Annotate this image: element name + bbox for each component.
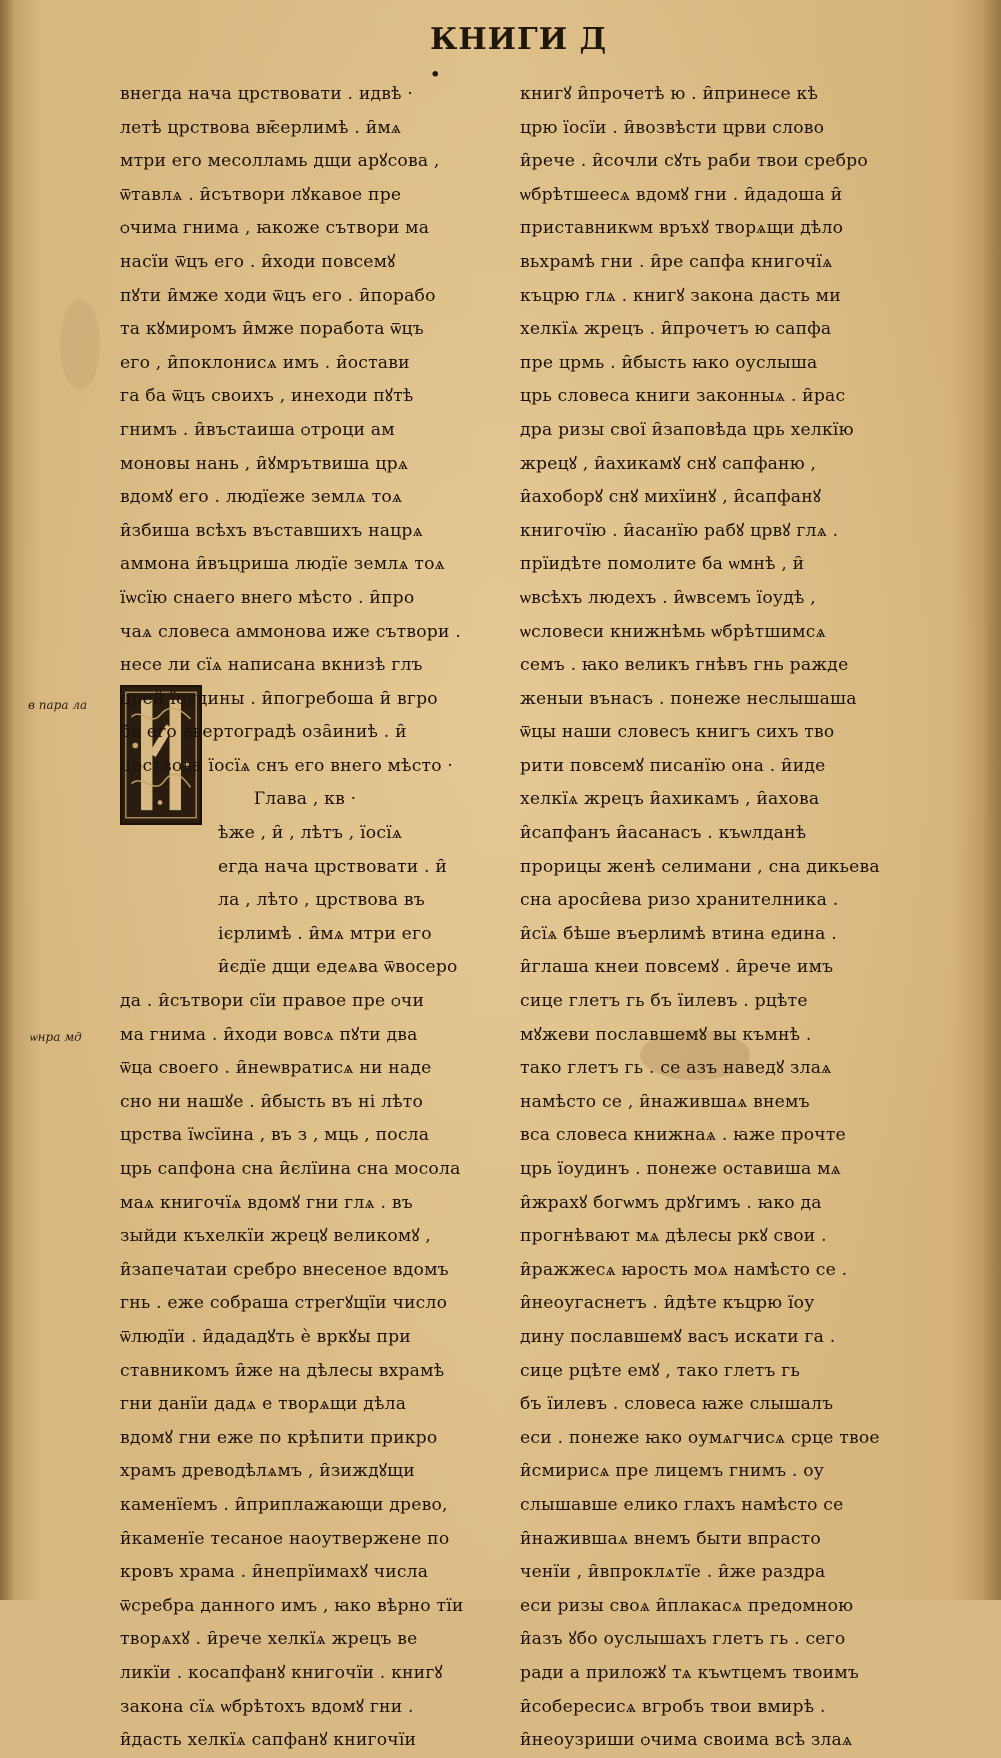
text-line: та кꙋмиромъ и̑мже поработа ѿцъ xyxy=(120,319,424,340)
text-line: ѿца своего . и̑неѡвратисѧ ни наде xyxy=(120,1058,432,1079)
text-line: и̑азъ ꙋбо оуслышахъ глетъ гь . сего xyxy=(520,1629,846,1650)
text-line: храмъ древодѣлѧмъ , и̑зиждꙋщи xyxy=(120,1461,415,1482)
text-line: и̑каменїе тесаное наоутвержене по xyxy=(120,1528,450,1549)
text-line: їѡсїю снаего внего мѣсто . и̑про xyxy=(120,587,415,608)
margin-note: ѡнра мд xyxy=(30,1030,82,1044)
text-line: чаѧ словеса аммонова иже сътвори . xyxy=(120,621,461,642)
text-line: ла , лѣто , црствова въ xyxy=(218,890,425,911)
text-line: ѣже , и̑ , лѣтъ , їосїѧ xyxy=(218,823,403,844)
text-line: гнимъ . и̑въстаиша ѻтроци ам xyxy=(120,419,395,440)
text-line: вдомꙋ его . людїеже землѧ тоѧ xyxy=(120,487,403,508)
page-left-edge-shadow xyxy=(0,0,14,1600)
text-line: и̑глаша кнеи повсемꙋ . и̑рече имъ xyxy=(520,957,834,978)
text-line: и̑собересисѧ вгробъ твои вмирѣ . xyxy=(520,1696,826,1717)
text-line: црь сапфона сна и̑єлїина сна мосола xyxy=(120,1159,461,1179)
text-line: насїи ѿцъ его . и̑ходи повсемꙋ xyxy=(120,251,396,272)
text-line: црю їосїи . и̑возвѣсти црви слово xyxy=(520,117,825,138)
text-line: ѿтавлѧ . и̑сътвори лꙋкавое пре xyxy=(120,184,402,205)
text-line: слышавше елико глахъ намѣсто се xyxy=(520,1494,844,1515)
text-line: дину пославшемꙋ васъ искати га . xyxy=(520,1326,836,1347)
text-line: внегда нача црствовати . идвѣ · xyxy=(120,84,414,104)
text-line: жрецꙋ , и̑ахикамꙋ снꙋ сапфаню , xyxy=(520,453,817,474)
text-line: вса словеса книжнаѧ . ꙗже прочте xyxy=(520,1125,846,1146)
text-line: и̑смирисѧ пре лицемъ гнимъ . оу xyxy=(520,1461,825,1482)
text-line: и̑ражжесѧ ꙗрость моѧ намѣсто се . xyxy=(520,1259,848,1280)
text-line: хелкїѧ жрецъ . и̑прочетъ ю сапфа xyxy=(520,319,832,340)
text-line: хелкїѧ жрецъ и̑ахикамъ , и̑ахова xyxy=(520,789,820,810)
text-line: прорицы женѣ селимани , сна дикьева xyxy=(520,856,880,877)
text-line: сна ароси̑ева ризо хранителника . xyxy=(520,890,839,911)
text-line: и̑неоузриши ѻчима своима всѣ злаѧ xyxy=(520,1730,853,1751)
text-line: пре црмь . и̑бысть ꙗко оуслыша xyxy=(520,352,818,373)
text-line: ма гнима . и̑ходи вовсѧ пꙋти два xyxy=(120,1024,418,1045)
text-line: црства їѡсїина , въ з , мць , посла xyxy=(120,1125,430,1146)
text-line: и̑неоугаснетъ . и̑дѣте къцрю їоу xyxy=(520,1293,815,1314)
text-line: бѣ его ввертоградѣ оза̑иниѣ . и̑ xyxy=(120,722,407,743)
right-text-column xyxy=(520,78,895,1758)
text-line: и̑нажившаѧ внемъ быти впрасто xyxy=(520,1528,821,1549)
text-line: рити повсемꙋ писанїю она . и̑иде xyxy=(520,755,826,776)
text-line: да . и̑сътвори сїи правое пре ѻчи xyxy=(120,991,425,1012)
paper-stain xyxy=(60,300,100,390)
text-line: ѡвсѣхъ людехъ . и̑ѡвсемъ їоудѣ , xyxy=(520,587,816,608)
text-line: его , и̑поклонисѧ имъ . и̑остави xyxy=(120,352,410,373)
text-line: ѿлюдїи . и̑дададꙋть ѐ вркꙋы при xyxy=(120,1326,411,1347)
text-line: моновы нань , и̑ꙋмрътвиша црѧ xyxy=(120,453,409,474)
text-line: ѡбрѣтшеесѧ вдомꙋ гни . и̑дадоша и̑ xyxy=(520,184,843,205)
text-line: ставникомъ и̑же на дѣлесы вхрамѣ xyxy=(120,1360,445,1381)
text-line: къцрю глѧ . книгꙋ закона дасть ми xyxy=(520,285,841,306)
text-line: женыи вънасъ . понеже неслышаша xyxy=(520,688,857,709)
text-line: и̑рече . и̑сочли сꙋть раби твои сребро xyxy=(520,151,868,172)
text-line: сице рцѣте емꙋ , тако глетъ гь xyxy=(520,1360,800,1381)
margin-note: в пара ла xyxy=(28,698,88,712)
text-line: ѡсловеси книжнѣмь ѡбрѣтшимсѧ xyxy=(520,621,826,642)
text-line: аммона и̑въцриша людїе землѧ тоѧ xyxy=(120,554,445,575)
text-line: ликїи . косапфанꙋ книгочїи . книгꙋ xyxy=(120,1662,443,1683)
text-line: мтри его месолламь дщи арꙋсова , xyxy=(120,151,440,172)
text-line: и̑збиша всѣхъ въставшихъ нацрѧ xyxy=(120,520,423,541)
text-line: ѿцы наши словесъ книгъ сихъ тво xyxy=(520,722,835,743)
text-line: црь словеса книги законныѧ . и̑рас xyxy=(520,386,846,407)
text-line: каменїемъ . и̑приплажающи древо, xyxy=(120,1494,448,1515)
text-line: закона сїѧ ѡбрѣтохъ вдомꙋ гни . xyxy=(120,1696,414,1717)
text-line: сице глетъ гь бъ їилевъ . рцѣте xyxy=(520,991,808,1012)
text-line: и̑сїѧ бѣше въерлимѣ втина едина . xyxy=(520,923,837,944)
text-line: дра ризы свої и̑заповѣда црь хелкїю xyxy=(520,419,854,440)
text-line: и̑дасть хелкїѧ сапфанꙋ книгочїи xyxy=(120,1730,417,1751)
text-line: гнь . еже собраша стрегꙋщїи число xyxy=(120,1293,448,1314)
text-line: еси ризы своѧ и̑плакасѧ предомною xyxy=(520,1595,854,1616)
text-line: прогнѣвают мѧ дѣлесы ркꙋ свои . xyxy=(520,1226,827,1247)
text-line: ради а приложꙋ тѧ къѡтцемъ твоимъ xyxy=(520,1662,860,1683)
text-line: творѧхꙋ . и̑рече хелкїѧ жрецъ ве xyxy=(120,1629,418,1650)
text-line: тако глетъ гь . се азъ наведꙋ злаѧ xyxy=(520,1058,832,1079)
text-line: вдомꙋ гни еже по крѣпити прикро xyxy=(120,1427,438,1448)
text-line: пꙋти и̑мже ходи ѿцъ его . и̑порабо xyxy=(120,285,436,306)
text-line: зыйди къхелкїи жрецꙋ великомꙋ , xyxy=(120,1226,432,1247)
text-line: и̑запечатаи сребро внесеное вдомъ xyxy=(120,1259,449,1280)
text-line: и̑ахоборꙋ снꙋ михїинꙋ , и̑сапфанꙋ xyxy=(520,487,822,508)
running-header: КНИГИ Д · xyxy=(430,22,608,92)
text-line: ѿсребра данного имъ , ꙗко вѣрно тїи xyxy=(120,1595,464,1616)
text-line: црствова їосїѧ снъ его внего мѣсто · xyxy=(120,755,454,776)
text-line: ченїи , и̑впроклѧтїе . и̑же раздра xyxy=(520,1562,826,1583)
text-line: гни данїи дадѧ е творѧщи дѣла xyxy=(120,1394,407,1415)
text-line: бъ їилевъ . словеса ꙗже слышалъ xyxy=(520,1394,834,1415)
text-line: кровъ храма . и̑непрїимахꙋ числа xyxy=(120,1562,429,1583)
text-line: и̑сапфанъ и̑асанасъ . къѡлданѣ xyxy=(520,823,807,844)
page-right-edge-shadow xyxy=(983,0,1001,1600)
text-line: ѻчима гнима , ꙗкоже сътвори ма xyxy=(120,218,430,239)
text-line: црей їоудины . и̑погребоша и̑ вгро xyxy=(120,688,438,709)
text-line: еси . понеже ꙗко оумѧгчисѧ срце твое xyxy=(520,1427,880,1448)
text-line: сно ни нашꙋе . и̑бысть въ ні лѣто xyxy=(120,1091,424,1112)
text-line: приставникѡм връхꙋ творѧщи дѣло xyxy=(520,218,844,239)
text-line: егда нача црствовати . и̑ xyxy=(218,856,447,877)
text-line: ієрлимѣ . и̑мѧ мтри его xyxy=(218,923,432,944)
text-line: маѧ книгочїѧ вдомꙋ гни глѧ . въ xyxy=(120,1192,413,1213)
text-line: га ба ѿцъ своихъ , инеходи пꙋтѣ xyxy=(120,386,414,407)
text-line: несе ли сїѧ написана вкнизѣ глъ xyxy=(120,655,423,676)
text-line: прїидѣте помолите ба ѡмнѣ , и̑ xyxy=(520,554,805,575)
text-line: и̑жрахꙋ богѡмъ дрꙋгимъ . ꙗко да xyxy=(520,1192,822,1213)
text-line: книгочїю . и̑асанїю рабꙋ црвꙋ глѧ . xyxy=(520,520,839,541)
text-line: книгꙋ и̑прочетѣ ю . и̑принесе кѣ xyxy=(520,84,819,104)
text-line: мꙋжеви пославшемꙋ вы къмнѣ . xyxy=(520,1024,812,1045)
text-line: семъ . ꙗко великъ гнѣвъ гнь раждe xyxy=(520,655,849,676)
left-text-column xyxy=(120,78,490,1758)
text-line: летѣ црствова вѥ̄ерлимѣ . и̑мѧ xyxy=(120,117,402,138)
text-line: намѣсто се , и̑нажившаѧ внемъ xyxy=(520,1091,810,1112)
text-line: и̑єдїе дщи едеѧва ѿвосеро xyxy=(218,957,458,978)
text-line: вьхрамѣ гни . и̑ре сапфа книгочїѧ xyxy=(520,251,833,272)
chapter-heading: Глава , кв · xyxy=(253,789,357,810)
text-line: црь їоудинъ . понеже оставиша мѧ xyxy=(520,1159,841,1179)
